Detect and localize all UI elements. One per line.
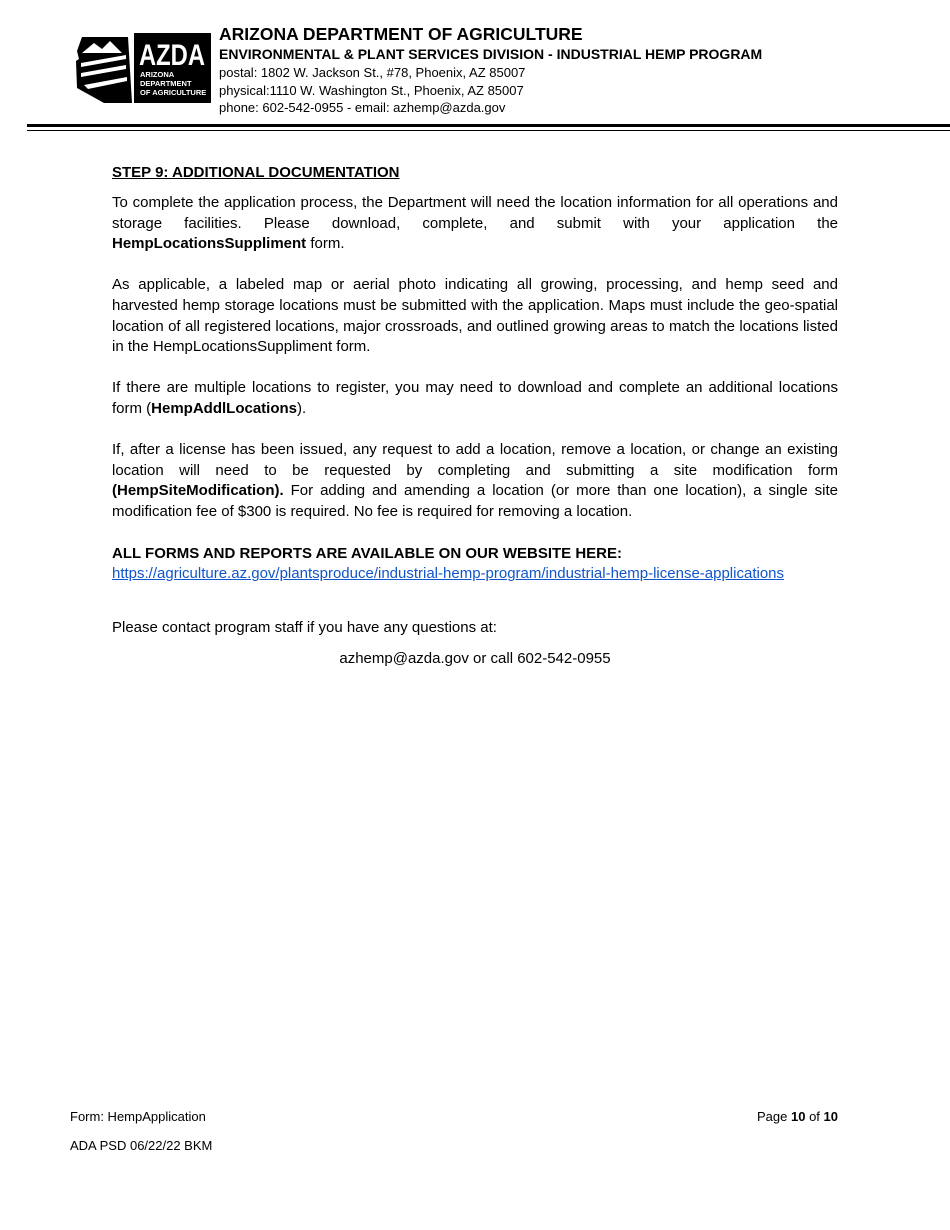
division-name: ENVIRONMENTAL & PLANT SERVICES DIVISION - INDUSTRIAL HEMP PROGRAM <box>219 46 763 62</box>
forms-website-link[interactable]: https://agriculture.az.gov/plantsproduce/industrial-hemp-program/industrial-hemp-license-applications <box>112 565 784 583</box>
logo-sub-3: OF AGRICULTURE <box>140 88 207 97</box>
logo-sub-2: DEPARTMENT <box>140 79 192 88</box>
main-content <box>112 162 838 670</box>
forms-heading: ALL FORMS AND REPORTS ARE AVAILABLE ON OUR WEBSITE HERE: <box>112 545 623 563</box>
phone-email: phone: 602-542-0955 - email: azhemp@azda.gov <box>219 100 506 115</box>
paragraph-maps: As applicable, a labeled map or aerial photo indicating all growing, processing, and hemp seed and harvested hemp storage locations must be submitted with the application. Maps must include the geo-spatial location of all registered locations, major crossroads, and outlined growing areas to match the locations listed in the HempLocationsSuppliment form. <box>112 276 838 356</box>
paragraph-site-modification: If, after a license has been issued, any request to add a location, remove a location, or change an existing location will need to be requested by completing and submitting a site modification form (HempSiteModification). For adding and amending a location (or more than one location), a single site modification fee of $300 is required. No fee is required for removing a location. <box>112 441 838 520</box>
form-name-site-modification: (HempSiteModification). <box>112 482 284 500</box>
header-divider-thin <box>27 130 950 131</box>
footer-revision: ADA PSD 06/22/22 BKM <box>70 1138 213 1153</box>
footer-page-number: Page 10 of 10 <box>756 1109 838 1124</box>
form-name-addl-locations: HempAddlLocations <box>151 399 298 417</box>
contact-intro: Please contact program staff if you have any questions at: <box>112 618 497 636</box>
agency-name: ARIZONA DEPARTMENT OF AGRICULTURE <box>219 24 583 44</box>
logo-mark: AZDA <box>139 39 205 72</box>
form-name-locations: HempLocationsSuppliment <box>112 235 307 253</box>
step-heading: STEP 9: ADDITIONAL DOCUMENTATION <box>112 164 400 181</box>
letterhead <box>219 24 762 117</box>
header-divider-thick <box>27 124 950 127</box>
paragraph-multiple-locations: If there are multiple locations to register, you may need to download and complete an additional locations form (HempAddlLocations). <box>112 379 838 417</box>
logo-sub-1: ARIZONA <box>140 70 175 79</box>
postal-address: postal: 1802 W. Jackson St., #78, Phoenix, AZ 85007 <box>219 65 526 80</box>
azda-logo <box>74 33 211 103</box>
paragraph-locations: To complete the application process, the Department will need the location information for all operations and storage facilities. Please download, complete, and submit with your application the HempLocationsSuppliment form. <box>112 194 838 253</box>
footer-form-name: Form: HempApplication <box>70 1109 206 1124</box>
physical-address: physical:1110 W. Washington St., Phoenix, AZ 85007 <box>219 82 524 98</box>
contact-details: azhemp@azda.gov or call 602-542-0955 <box>339 650 611 668</box>
